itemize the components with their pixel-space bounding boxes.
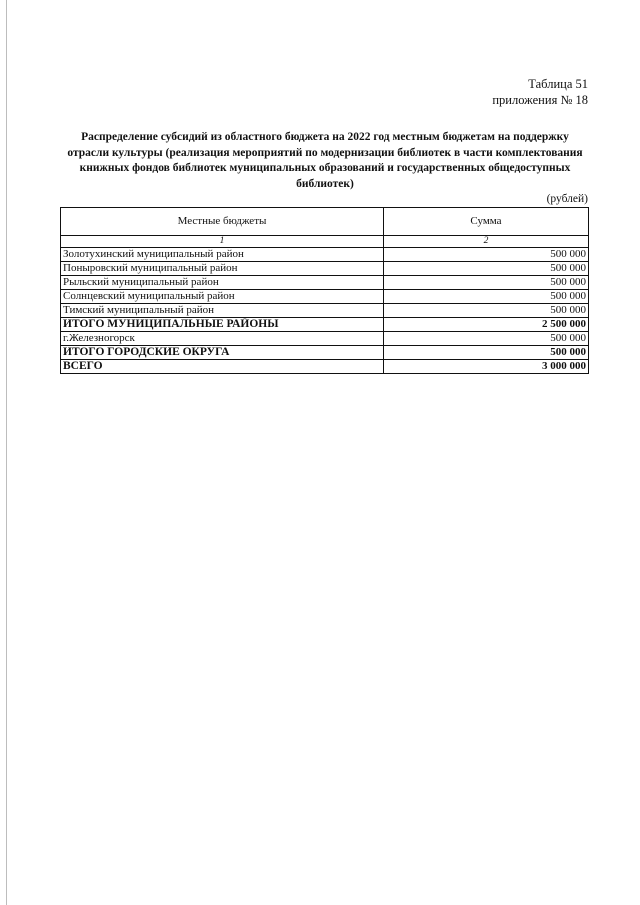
row-budget-name: ВСЕГО [61, 360, 384, 374]
column-number-2: 2 [384, 236, 589, 248]
row-amount: 500 000 [384, 304, 589, 318]
subsidy-table [60, 207, 589, 374]
row-budget-name: ИТОГО ГОРОДСКИЕ ОКРУГА [61, 346, 384, 360]
row-amount: 500 000 [384, 276, 589, 290]
row-budget-name: Рыльский муниципальный район [61, 276, 384, 290]
column-header-budgets: Местные бюджеты [61, 208, 384, 236]
table-header-row [61, 208, 589, 236]
row-amount: 500 000 [384, 248, 589, 262]
table-row [61, 290, 589, 304]
row-budget-name: Поныровский муниципальный район [61, 262, 384, 276]
row-budget-name: ИТОГО МУНИЦИПАЛЬНЫЕ РАЙОНЫ [61, 318, 384, 332]
table-row [61, 276, 589, 290]
column-number-1: 1 [61, 236, 384, 248]
row-budget-name: г.Железногорск [61, 332, 384, 346]
table-row [61, 360, 589, 374]
column-header-amount: Сумма [384, 208, 589, 236]
table-row [61, 318, 589, 332]
page-edge [6, 0, 7, 905]
appendix-label: приложения № 18 [492, 93, 588, 107]
row-amount: 500 000 [384, 332, 589, 346]
table-row [61, 332, 589, 346]
column-number-row [61, 236, 589, 248]
document-title: Распределение субсидий из областного бюджета на 2022 год местным бюджетам на поддержку отрасли культуры (реализация мероприятий по модернизации библиотек в части комплектования книжных фондов библиотек муниципальных образований и государственных общедоступных библиотек) [67, 131, 583, 190]
row-budget-name: Золотухинский муниципальный район [61, 248, 384, 262]
row-amount: 3 000 000 [384, 360, 589, 374]
table-row [61, 304, 589, 318]
table-label: Таблица 51 [528, 77, 588, 91]
table-row [61, 346, 589, 360]
units-label: (рублей) [546, 193, 588, 205]
row-amount: 500 000 [384, 290, 589, 304]
row-amount: 2 500 000 [384, 318, 589, 332]
row-amount: 500 000 [384, 262, 589, 276]
table-row [61, 248, 589, 262]
table-row [61, 262, 589, 276]
row-budget-name: Солнцевский муниципальный район [61, 290, 384, 304]
row-budget-name: Тимский муниципальный район [61, 304, 384, 318]
table-reference [492, 76, 588, 108]
row-amount: 500 000 [384, 346, 589, 360]
